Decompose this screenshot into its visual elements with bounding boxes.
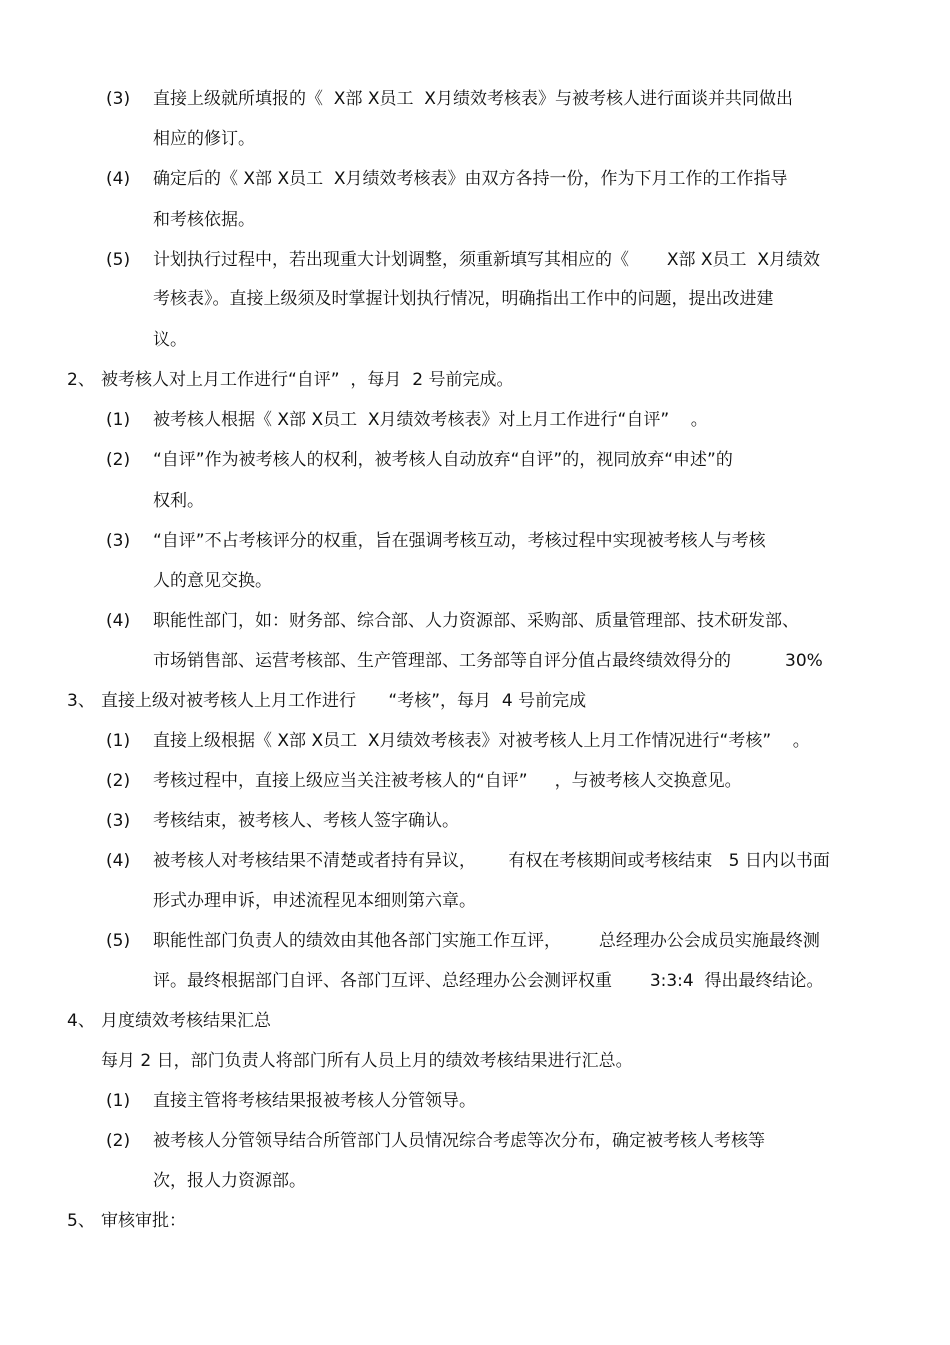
section-heading-line: 月度绩效考核结果汇总 <box>101 1011 271 1031</box>
item-text-line: “自评”不占考核评分的权重，旨在强调考核互动，考核过程中实现被考核人与考核 <box>153 531 766 551</box>
item-text-line: 形式办理申诉，申述流程见本细则第六章。 <box>153 891 476 911</box>
item-number: (4) <box>106 169 131 189</box>
item-text-line: 直接上级就所填报的《 X部 X员工 X月绩效考核表》与被考核人进行面谈并共同做出 <box>153 89 793 109</box>
item-text-line: 权利。 <box>153 491 204 511</box>
item-number: (1) <box>106 731 131 751</box>
item-number: (4) <box>106 611 131 631</box>
section-heading-line: 审核审批： <box>101 1211 186 1231</box>
item-number: (2) <box>106 771 131 791</box>
item-text-line: 被考核人根据《 X部 X员工 X月绩效考核表》对上月工作进行“自评” 。 <box>153 410 708 430</box>
section-number: 4、 <box>67 1011 95 1031</box>
item-text-line: 职能性部门负责人的绩效由其他各部门实施工作互评， 总经理办公会成员实施最终测 <box>153 931 820 951</box>
section-number: 2、 <box>67 370 95 390</box>
item-number: (1) <box>106 410 131 430</box>
item-text-line: 直接主管将考核结果报被考核人分管领导。 <box>153 1091 476 1111</box>
item-text-line: 相应的修订。 <box>153 129 255 149</box>
section-number: 3、 <box>67 691 95 711</box>
item-text-line: 次，报人力资源部。 <box>153 1171 306 1191</box>
item-text-line: 被考核人分管领导结合所管部门人员情况综合考虑等次分布，确定被考核人考核等 <box>153 1131 765 1151</box>
paragraph-line: 每月 2 日，部门负责人将部门所有人员上月的绩效考核结果进行汇总。 <box>101 1051 633 1071</box>
item-text-line: 市场销售部、运营考核部、生产管理部、工务部等自评分值占最终绩效得分的 30% <box>153 651 823 671</box>
item-number: (5) <box>106 250 131 270</box>
item-text-line: 考核表》。直接上级须及时掌握计划执行情况，明确指出工作中的问题，提出改进建 <box>153 289 774 309</box>
item-text-line: 直接上级根据《 X部 X员工 X月绩效考核表》对被考核人上月工作情况进行“考核” 。 <box>153 731 810 751</box>
item-text-line: 议。 <box>153 330 187 350</box>
item-text-line: 职能性部门，如：财务部、综合部、人力资源部、采购部、质量管理部、技术研发部、 <box>153 611 799 631</box>
item-text-line: 被考核人对考核结果不清楚或者持有异议， 有权在考核期间或考核结束 5 日内以书面 <box>153 851 830 871</box>
item-number: (1) <box>106 1091 131 1111</box>
section-number: 5、 <box>67 1211 95 1231</box>
item-text-line: 考核过程中，直接上级应当关注被考核人的“自评” ，与被考核人交换意见。 <box>153 771 742 791</box>
item-number: (2) <box>106 1131 131 1151</box>
item-number: (3) <box>106 811 131 831</box>
item-text-line: 人的意见交换。 <box>153 571 272 591</box>
item-text-line: “自评”作为被考核人的权利，被考核人自动放弃“自评”的，视同放弃“申述”的 <box>153 450 733 470</box>
section-heading-line: 被考核人对上月工作进行“自评” ，每月 2 号前完成。 <box>101 370 514 390</box>
item-text-line: 考核结束，被考核人、考核人签字确认。 <box>153 811 459 831</box>
item-number: (5) <box>106 931 131 951</box>
item-number: (4) <box>106 851 131 871</box>
item-text-line: 和考核依据。 <box>153 210 255 230</box>
item-number: (3) <box>106 531 131 551</box>
item-text-line: 评。最终根据部门自评、各部门互评、总经理办公会测评权重 3:3:4 得出最终结论。 <box>153 971 824 991</box>
item-number: (3) <box>106 89 131 109</box>
section-heading-line: 直接上级对被考核人上月工作进行 “考核”，每月 4 号前完成 <box>101 691 587 711</box>
item-text-line: 确定后的《 X部 X员工 X月绩效考核表》由双方各持一份，作为下月工作的工作指导 <box>153 169 788 189</box>
item-number: (2) <box>106 450 131 470</box>
item-text-line: 计划执行过程中，若出现重大计划调整，须重新填写其相应的《 X部 X员工 X月绩效 <box>153 250 820 270</box>
